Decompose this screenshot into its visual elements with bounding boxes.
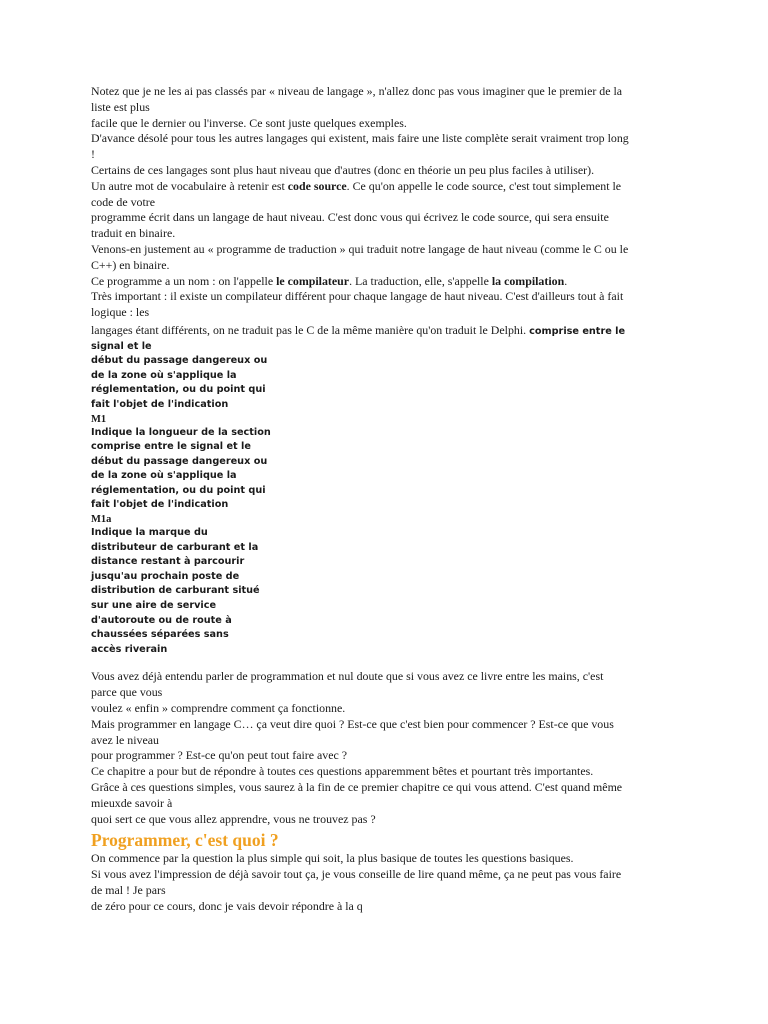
- inserted-line: de la zone où s'applique la: [91, 369, 237, 381]
- text-run: Un autre mot de vocabulaire à retenir est: [91, 178, 288, 193]
- inserted-line: distribution de carburant situé: [91, 585, 260, 597]
- text-run: . Ce qu'on appelle le code source, c'est tout simplement le: [346, 178, 622, 193]
- inserted-line: accès riverain: [91, 643, 168, 655]
- inserted-line: signal et le: [91, 340, 152, 352]
- text-line: avez le niveau: [91, 732, 159, 747]
- text-line: parce que vous: [91, 685, 163, 700]
- text-run: langages étant différents, on ne traduit pas le C de la même manière qu'on traduit le Delphi.: [91, 322, 530, 337]
- text-line: Notez que je ne les ai pas classés par « niveau de langage », n'allez donc pas vous imaginer que le premier de la: [91, 84, 623, 98]
- inserted-sign-text: [91, 340, 681, 658]
- inserted-line: sur une aire de service: [91, 600, 217, 612]
- text-line: Si vous avez l'impression de déjà savoir tout ça, je vous conseille de lire quand même, ça ne peut pas vous faire: [91, 867, 622, 882]
- text-line: voulez « enfin » comprendre comment ça fonctionne.: [91, 701, 346, 716]
- text-line: Mais programmer en langage C… ça veut dire quoi ? Est-ce que c'est bien pour commencer ? Est-ce que vous: [91, 716, 614, 731]
- text-line: mieuxde savoir à: [91, 795, 173, 810]
- paragraph-languages: [91, 84, 681, 340]
- section-heading: Programmer, c'est quoi ?: [91, 830, 279, 851]
- inserted-line: de la zone où s'applique la: [91, 470, 237, 482]
- text-line: programme écrit dans un langage de haut niveau. C'est donc vous qui écrivez le code source, qui sera ensuite: [91, 210, 609, 225]
- text-line: facile que le dernier ou l'inverse. Ce sont juste quelques exemples.: [91, 115, 407, 130]
- inserted-line: début du passage dangereux ou: [91, 455, 268, 467]
- text-line: logique : les: [91, 305, 150, 320]
- text-line: de mal ! Je pars: [91, 882, 166, 897]
- inserted-run: comprise entre le: [529, 325, 626, 337]
- text-line: [91, 179, 681, 195]
- text-line: [91, 274, 681, 290]
- text-line: On commence par la question la plus simple qui soit, la plus basique de toutes les questions basiques.: [91, 851, 574, 866]
- text-line: Grâce à ces questions simples, vous saurez à la fin de ce premier chapitre ce qui vous attend. C'est quand même: [91, 780, 623, 794]
- inserted-line: fait l'objet de l'indication: [91, 499, 229, 511]
- inserted-line: réglementation, ou du point qui: [91, 384, 266, 396]
- text-run: . La traduction, elle, s'appelle: [349, 273, 492, 288]
- inserted-line: réglementation, ou du point qui: [91, 484, 266, 496]
- text-line: D'avance désolé pour tous les autres langages qui existent, mais faire une liste complète serait vraiment trop long: [91, 131, 629, 146]
- text-line: [91, 323, 681, 340]
- inserted-line: chaussées séparées sans: [91, 629, 229, 641]
- inserted-line: jusqu'au prochain poste de: [91, 570, 240, 582]
- spacer: [91, 657, 681, 669]
- inserted-line: comprise entre le signal et le: [91, 441, 251, 453]
- inserted-line: distributeur de carburant et la: [91, 541, 259, 553]
- document-page: [91, 84, 681, 915]
- text-line: liste est plus: [91, 99, 150, 114]
- text-line: quoi sert ce que vous allez apprendre, vous ne trouvez pas ?: [91, 811, 376, 826]
- text-line: code de votre: [91, 194, 156, 209]
- inserted-line: fait l'objet de l'indication: [91, 398, 229, 410]
- term-compilation: la compilation: [491, 273, 565, 288]
- text-run: .: [564, 273, 568, 288]
- inserted-line: d'autoroute ou de route à: [91, 614, 232, 626]
- sign-code: M1: [91, 413, 107, 425]
- text-line: pour programmer ? Est-ce qu'on peut tout faire avec ?: [91, 748, 348, 763]
- term-compilateur: le compilateur: [276, 273, 350, 288]
- text-line: Venons-en justement au « programme de traduction » qui traduit notre langage de haut niveau (comme le C ou le: [91, 241, 629, 256]
- inserted-line: début du passage dangereux ou: [91, 355, 268, 367]
- paragraph-programming: [91, 851, 681, 914]
- text-line: traduit en binaire.: [91, 226, 176, 241]
- text-line: Certains de ces langages sont plus haut niveau que d'autres (donc en théorie un peu plus faciles à utiliser).: [91, 162, 595, 177]
- text-line: !: [91, 147, 95, 162]
- text-line: C++) en binaire.: [91, 257, 170, 272]
- inserted-line: Indique la longueur de la section: [91, 426, 271, 438]
- text-line: Très important : il existe un compilateur différent pour chaque langage de haut niveau. C'est d'ailleurs tout à fait: [91, 289, 624, 304]
- paragraph-intro: [91, 669, 681, 827]
- text-run: Ce programme a un nom : on l'appelle: [91, 273, 277, 288]
- inserted-line: distance restant à parcourir: [91, 556, 245, 568]
- text-line: de zéro pour ce cours, donc je vais devoir répondre à la q: [91, 898, 363, 913]
- text-line: Ce chapitre a pour but de répondre à toutes ces questions apparemment bêtes et pourtant très importantes.: [91, 764, 594, 779]
- sign-code: M1a: [91, 514, 112, 526]
- text-line: Vous avez déjà entendu parler de programmation et nul doute que si vous avez ce livre entre les mains, c'est: [91, 669, 604, 684]
- term-code-source: code source: [287, 178, 347, 193]
- inserted-line: Indique la marque du: [91, 527, 208, 539]
